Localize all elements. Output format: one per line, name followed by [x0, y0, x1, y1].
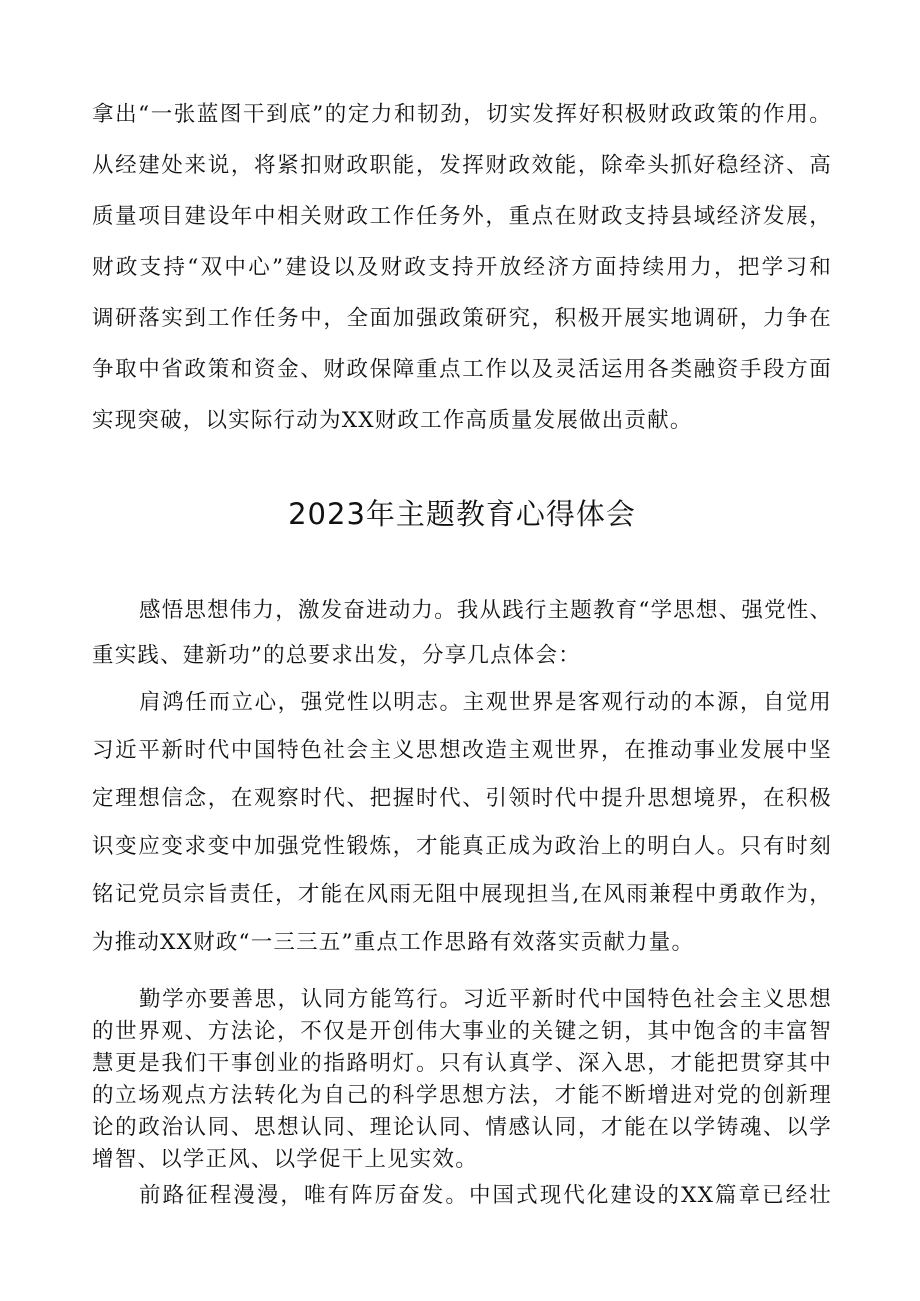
paragraph-line: 为推动XX财政“一三三五”重点工作思路有效落实贡献力量。: [92, 930, 695, 955]
paragraph-line: 铭记党员宗旨责任，才能在风雨无阻中展现担当,在风雨兼程中勇敢作为，: [92, 882, 832, 907]
paragraph-line: 习近平新时代中国特色社会主义思想改造主观世界，在推动事业发展中坚: [92, 738, 832, 763]
paragraph-line: 拿出“一张蓝图干到底”的定力和韧劲，切实发挥好积极财政政策的作用。: [92, 102, 832, 127]
paragraph-line: 的世界观、方法论，不仅是开创伟大事业的关键之钥，其中饱含的丰富智: [92, 1019, 832, 1044]
document-title: 2023年主题教育心得体会: [288, 497, 636, 531]
paragraph-line: 从经建处来说，将紧扣财政职能，发挥财政效能，除牵头抓好稳经济、高: [92, 153, 832, 178]
paragraph-line: 慧更是我们干事创业的指路明灯。只有认真学、深入思，才能把贯穿其中: [92, 1051, 832, 1076]
paragraph-line: 论的政治认同、思想认同、理论认同、情感认同，才能在以学铸魂、以学: [92, 1115, 832, 1140]
paragraph-line: 调研落实到工作任务中，全面加强政策研究，积极开展实地调研，力争在: [92, 306, 832, 331]
paragraph-line: 实现突破，以实际行动为XX财政工作高质量发展做出贡献。: [92, 408, 693, 433]
paragraph-line: 肩鸿任而立心，强党性以明志。主观世界是客观行动的本源，自觉用: [139, 690, 832, 715]
paragraph-line: 增智、以学正风、以学促干上见实效。: [92, 1147, 478, 1172]
paragraph-line: 识变应变求变中加强党性锻炼，才能真正成为政治上的明白人。只有时刻: [92, 834, 832, 859]
paragraph-line: 质量项目建设年中相关财政工作任务外，重点在财政支持县域经济发展，: [92, 204, 832, 229]
paragraph-line: 定理想信念，在观察时代、把握时代、引领时代中提升思想境界，在积极: [92, 786, 832, 811]
paragraph-line: 的立场观点方法转化为自己的科学思想方法，才能不断增进对党的创新理: [92, 1083, 832, 1108]
paragraph-line: 前路征程漫漫，唯有阵厉奋发。中国式现代化建设的XX篇章已经壮: [139, 1183, 832, 1208]
paragraph-line: 勤学亦要善思，认同方能笃行。习近平新时代中国特色社会主义思想: [139, 987, 832, 1012]
paragraph-line: 争取中省政策和资金、财政保障重点工作以及灵活运用各类融资手段方面: [92, 357, 832, 382]
paragraph-line: 感悟思想伟力，激发奋进动力。我从践行主题教育“学思想、强党性、: [139, 598, 832, 623]
paragraph-line: 财政支持“双中心”建设以及财政支持开放经济方面持续用力，把学习和: [92, 255, 832, 280]
paragraph-line: 重实践、建新功”的总要求出发，分享几点体会：: [92, 643, 581, 668]
